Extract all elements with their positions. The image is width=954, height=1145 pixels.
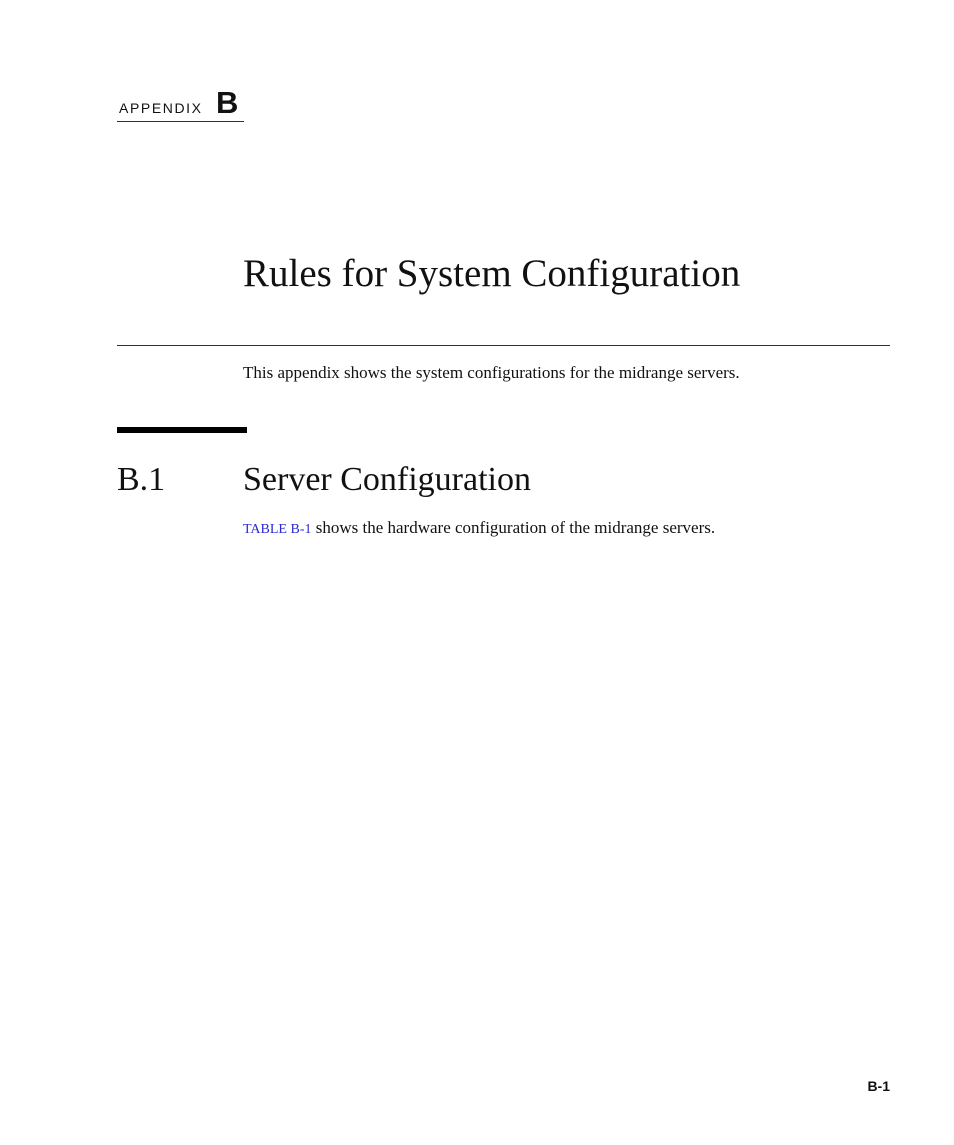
appendix-label bbox=[117, 85, 244, 122]
appendix-word: APPENDIX bbox=[119, 100, 203, 116]
section-bar bbox=[117, 427, 247, 433]
section-title: Server Configuration bbox=[243, 461, 531, 498]
page-number: B-1 bbox=[867, 1078, 890, 1094]
title-divider bbox=[117, 345, 890, 346]
section-number: B.1 bbox=[117, 461, 166, 498]
chapter-title: Rules for System Configuration bbox=[243, 252, 741, 295]
table-reference-link[interactable]: TABLE B-1 bbox=[243, 522, 312, 537]
section-paragraph bbox=[243, 517, 715, 541]
section-paragraph-text: shows the hardware configuration of the midrange servers. bbox=[311, 518, 716, 537]
appendix-letter: B bbox=[216, 85, 239, 120]
intro-paragraph: This appendix shows the system configurations for the midrange servers. bbox=[243, 363, 740, 382]
